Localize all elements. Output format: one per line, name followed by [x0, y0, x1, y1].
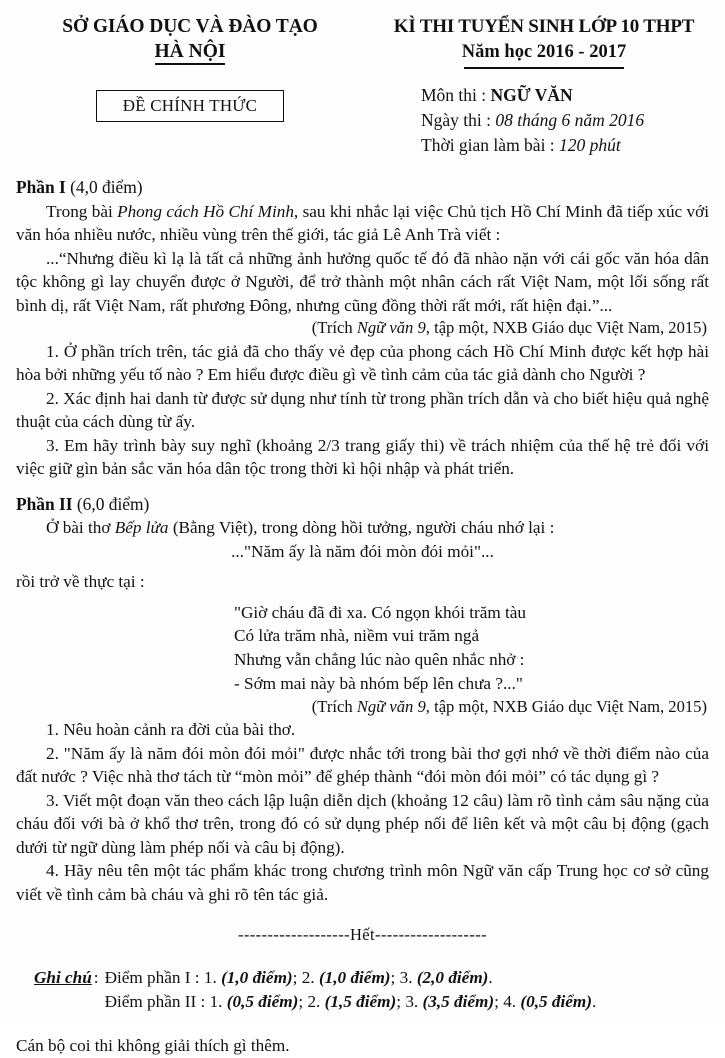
part1-heading [16, 176, 709, 200]
exam-date-value: 08 tháng 6 năm 2016 [495, 109, 645, 130]
subject-row [421, 83, 709, 108]
part1-intro-paragraph [16, 200, 709, 247]
part1-heading-points: (4,0 điểm) [65, 176, 143, 197]
notes-p1-sep-3: ; 3. [390, 967, 417, 987]
school-year: Năm học 2016 - 2017 [461, 41, 627, 62]
document-header [16, 14, 709, 158]
header-left-block [16, 14, 364, 122]
part2-citation-prefix: (Trích [311, 696, 357, 716]
notes-p2-score-4: (0,5 điểm) [520, 991, 593, 1011]
header-divider-rule [464, 67, 624, 69]
notes-p2-end: . [592, 991, 597, 1011]
grading-notes-row [16, 966, 709, 1015]
department-name-line2 [16, 40, 364, 63]
part2-bridge-text: rồi trở về thực tại : [16, 572, 145, 592]
part1-intro-work-title: Phong cách Hồ Chí Minh [117, 201, 294, 221]
end-separator: -------------------Hết------------------- [237, 925, 488, 944]
part2-intro-work-title: Bếp lửa [114, 518, 169, 538]
exam-duration-label: Thời gian làm bài : [421, 134, 555, 155]
grading-notes-label: Ghi chú [34, 967, 92, 987]
part2-citation [16, 696, 709, 719]
part1-intro-prefix: Trong bài [46, 201, 118, 221]
part2-question-3: 3. Viết một đoạn văn theo cách lập luận diễn dịch (khoảng 12 câu) làm rõ tình cảm sâu nặng của cháu đối với bà ở khổ thơ trên, trong đó có sử dụng phép nối để liên kết và một câu bị động (gạch dưới từ ngữ dùng làm phép nối và câu bị động). [16, 790, 709, 857]
notes-p2-score-2: (1,5 điểm) [324, 991, 397, 1011]
poem-spacer-top [16, 594, 709, 601]
verse-spacer [16, 563, 709, 570]
part1-citation-source: Ngữ văn 9 [356, 318, 426, 338]
part2-poem-line-1: "Giờ cháu đã đi xa. Có ngọn khói trăm tàu [234, 602, 527, 622]
grading-notes-lines [105, 966, 597, 1015]
part1-question-1: 1. Ở phần trích trên, tác giả đã cho thấy vẻ đẹp của phong cách Hồ Chí Minh được kết hợp hài hòa bởi những yếu tố nào ? Em hiểu được điều gì về tình cảm của tác giả dành cho Người ? [16, 341, 709, 385]
part2-question-1: 1. Nêu hoàn cảnh ra đời của bài thơ. [46, 720, 296, 740]
part1-citation-prefix: (Trích [311, 318, 357, 338]
notes-p2-text: Điểm phần II : 1. [104, 991, 227, 1011]
part2-heading [16, 493, 709, 517]
grading-notes-part1 [105, 968, 493, 987]
part2-poem-line-4: - Sớm mai này bà nhóm bếp lên chưa ?..." [234, 673, 523, 693]
part1-citation-suffix: , tập một, NXB Giáo dục Việt Nam, 2015) [425, 318, 707, 338]
notes-p2-sep-2: ; 2. [298, 991, 325, 1011]
exam-date-row [421, 108, 709, 133]
notes-p2-sep-3: ; 3. [396, 991, 423, 1011]
part2-intro-paragraph [16, 516, 709, 539]
notes-p1-score-1: (1,0 điểm) [221, 967, 293, 987]
part2-intro-prefix: Ở bài thơ [46, 518, 115, 538]
part2-verse-single-line: ..."Năm ấy là năm đói mòn đói mỏi"... [231, 541, 494, 561]
part2-question-4: 4. Hãy nêu tên một tác phẩm khác trong chương trình môn Ngữ văn cấp Trung học cơ sở cũng viết về tình cảm bà cháu và ghi rõ tên tác giả. [16, 861, 709, 904]
exam-duration-value: 120 phút [559, 134, 621, 155]
department-name-line1: SỞ GIÁO DỤC VÀ ĐÀO TẠO [62, 16, 318, 37]
invigilator-note: Cán bộ coi thi không giải thích gì thêm. [16, 1036, 290, 1056]
grading-notes-colon: : [93, 967, 99, 987]
notes-p1-sep-2: ; 2. [292, 967, 319, 987]
exam-meta-block [379, 83, 709, 158]
part1-heading-label: Phần I [16, 176, 66, 197]
department-city-label: HÀ NỘI [155, 41, 226, 65]
exam-duration-row [421, 133, 709, 158]
grading-notes-part2 [105, 990, 597, 1014]
part2-citation-source: Ngữ văn 9 [356, 696, 426, 716]
part2-poem-line-2: Có lửa trăm nhà, niềm vui trăm ngả [234, 626, 480, 646]
notes-p2-score-3: (3,5 điểm) [422, 991, 495, 1011]
notes-p1-end: . [488, 967, 493, 987]
notes-p1-score-3: (2,0 điểm) [416, 967, 489, 987]
notes-p2-score-1: (0,5 điểm) [226, 991, 299, 1011]
grading-notes-block [16, 966, 709, 1015]
header-right-block [379, 14, 709, 158]
exam-date-label: Ngày thi : [421, 109, 491, 130]
part1-question-3: 3. Em hãy trình bày suy nghĩ (khoảng 2/3 trang giấy thi) về trách nhiệm của thế hệ trẻ đối với việc giữ gìn bản sắc văn hóa dân tộc trong thời kì hội nhập và phát triển. [16, 435, 709, 479]
official-exam-badge: ĐỀ CHÍNH THỨC [96, 90, 284, 122]
notes-p1-text: Điểm phần I : 1. [104, 967, 222, 987]
exam-body [16, 176, 709, 1058]
subject-label: Môn thi : [421, 84, 487, 105]
subject-value: NGỮ VĂN [490, 84, 573, 105]
part2-intro-suffix: (Bằng Việt), trong dòng hồi tưởng, người cháu nhớ lại : [168, 518, 555, 538]
part2-question-2: 2. "Năm ấy là năm đói mòn đói mỏi" được nhắc tới trong bài thơ gợi nhớ về thời điểm nào của đất nước ? Việc nhà thơ tách từ “mòn mỏi” để ghép thành “đói mòn đói mỏi” có tác dụng gì ? [16, 743, 709, 787]
part2-heading-label: Phần II [16, 493, 73, 514]
notes-p1-score-2: (1,0 điểm) [318, 967, 391, 987]
part1-question-2: 2. Xác định hai danh từ được sử dụng như tính từ trong phần trích dẫn và cho biết hiệu quả nghệ thuật của cách dùng từ ấy. [16, 388, 709, 432]
part2-citation-suffix: , tập một, NXB Giáo dục Việt Nam, 2015) [425, 696, 707, 716]
part1-excerpt-quote: ...“Nhưng điều kì lạ là tất cả những ảnh hưởng quốc tế đó đã nhào nặn với cái gốc văn hóa dân tộc không gì lay chuyển được ở Người, để trở thành một nhân cách rất Việt Nam, một lối sống rất bình dị, rất Việt Nam, rất phương Đông, nhưng cũng đồng thời rất mới, rất hiện đại.”... [16, 248, 709, 315]
part1-citation [16, 317, 709, 340]
part-spacer [16, 481, 709, 493]
part2-heading-points: (6,0 điểm) [72, 493, 150, 514]
exam-title: KÌ THI TUYỂN SINH LỚP 10 THPT [393, 16, 695, 37]
notes-p2-sep-4: ; 4. [494, 991, 521, 1011]
part2-poem-line-3: Nhưng vẫn chẳng lúc nào quên nhắc nhở : [234, 650, 525, 670]
part1-intro-suffix: , sau khi nhắc lại việc Chủ tịch Hồ Chí Minh đã tiếp xúc với văn hóa nhiều nước, nhiều vùng trên thế giới, tác giả Lê Anh Trà viết : [16, 201, 709, 245]
